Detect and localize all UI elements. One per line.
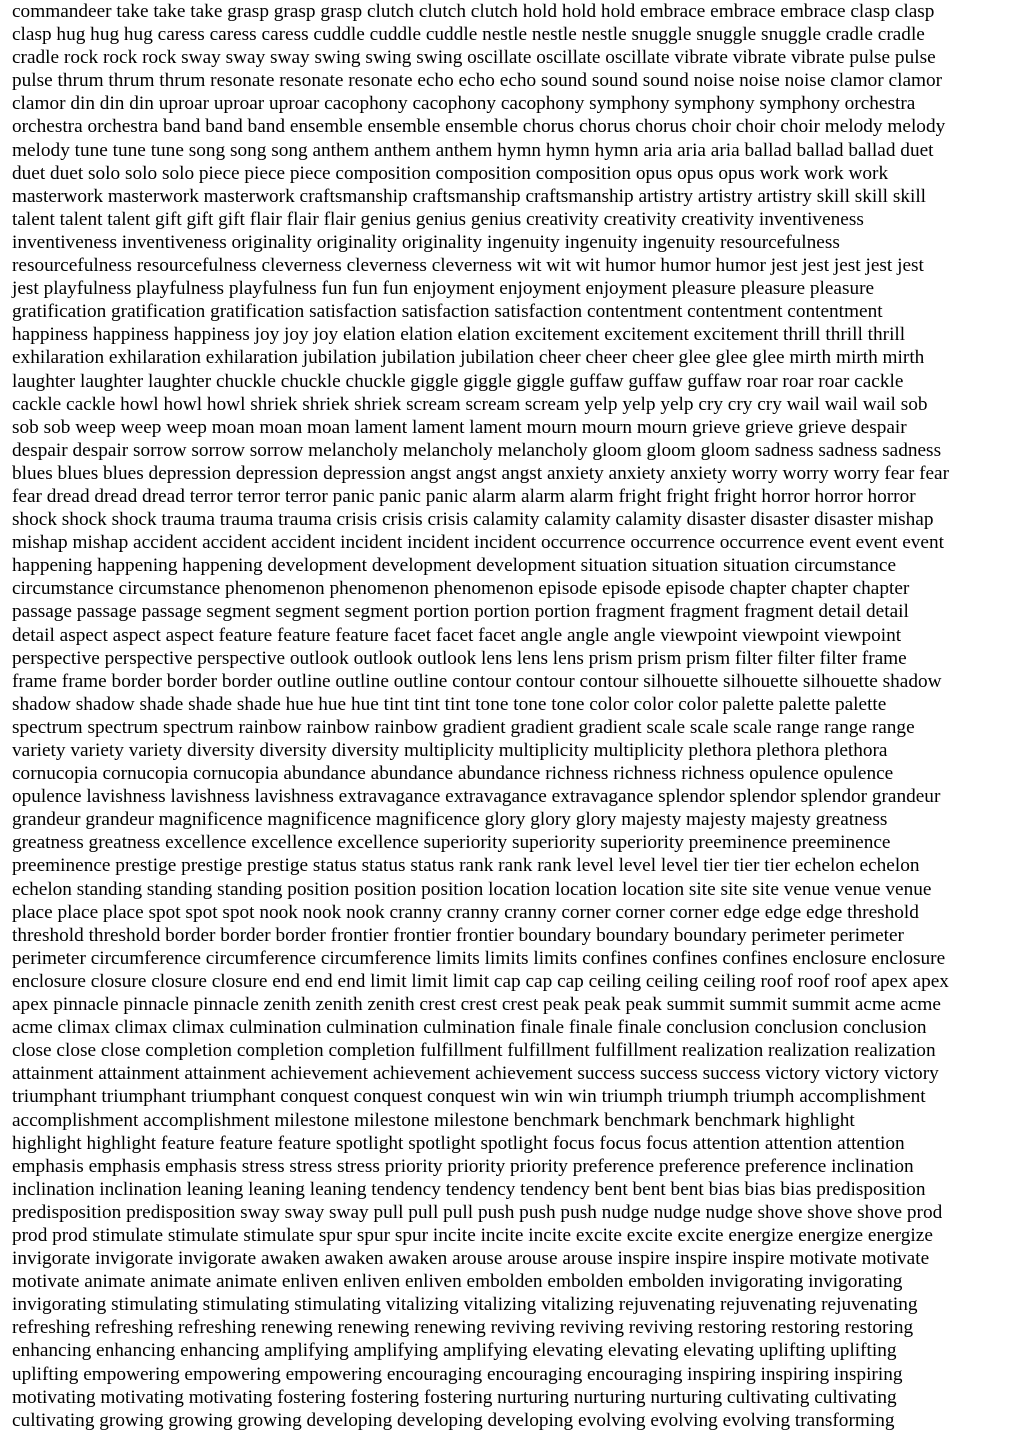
text-line: perimeter circumference circumference circumference limits limits limits confines confines confines enclosure enclosure	[12, 947, 946, 969]
text-line: frame frame border border border outline outline outline contour contour contour silhouette silhouette silhouette shadow	[12, 670, 942, 692]
text-line: cackle cackle howl howl howl shriek shriek shriek scream scream scream yelp yelp yelp cry cry cry wail wail wail sob	[12, 393, 928, 415]
text-line: gratification gratification gratification satisfaction satisfaction satisfaction contentment contentment contentment	[12, 301, 883, 323]
document-text	[12, 0, 1022, 1432]
text-line: inclination inclination leaning leaning leaning tendency tendency tendency bent bent bent bias bias bias predisposition	[12, 1178, 926, 1200]
text-line: enhancing enhancing enhancing amplifying amplifying amplifying elevating elevating elevating uplifting uplifting	[12, 1340, 897, 1362]
text-line: happening happening happening development development development situation situation situation circumstance	[12, 555, 897, 577]
text-line: cultivating growing growing growing developing developing developing evolving evolving evolving transforming	[12, 1409, 895, 1431]
text-line: spectrum spectrum spectrum rainbow rainbow rainbow gradient gradient gradient scale scale scale range range range	[12, 716, 915, 738]
text-line: motivate animate animate animate enliven enliven enliven embolden embolden embolden invigorating invigorating	[12, 1271, 903, 1293]
text-line: detail aspect aspect aspect feature feature feature facet facet facet angle angle angle viewpoint viewpoint viewpoint	[12, 624, 902, 646]
text-line: attainment attainment attainment achievement achievement achievement success success success victory victory victory	[12, 1063, 939, 1085]
text-line: invigorate invigorate invigorate awaken awaken awaken arouse arouse arouse inspire inspire inspire motivate motivate	[12, 1248, 930, 1270]
text-line: predisposition predisposition sway sway sway pull pull pull push push push nudge nudge nudge shove shove shove prod	[12, 1201, 943, 1223]
text-line: grandeur grandeur magnificence magnificence magnificence glory glory glory majesty majesty majesty greatness	[12, 809, 888, 831]
text-line: orchestra orchestra band band band ensemble ensemble ensemble chorus chorus chorus choir choir choir melody melody	[12, 116, 946, 138]
text-line: highlight highlight feature feature feature spotlight spotlight spotlight focus focus focus attention attention attention	[12, 1132, 905, 1154]
text-line: shock shock shock trauma trauma trauma crisis crisis crisis calamity calamity calamity disaster disaster disaster mishap	[12, 509, 934, 531]
text-line: place place place spot spot spot nook nook nook cranny cranny cranny corner corner corner edge edge edge threshold	[12, 901, 919, 923]
text-line: circumstance circumstance phenomenon phenomenon phenomenon episode episode episode chapter chapter chapter	[12, 578, 910, 600]
text-line: fear dread dread dread terror terror terror panic panic panic alarm alarm alarm fright fright fright horror horror horror	[12, 485, 916, 507]
text-line: threshold threshold border border border frontier frontier frontier boundary boundary boundary perimeter perimeter	[12, 924, 904, 946]
text-line: exhilaration exhilaration exhilaration jubilation jubilation jubilation cheer cheer cheer glee glee glee mirth mirth mirth	[12, 347, 925, 369]
text-line: talent talent talent gift gift gift flair flair flair genius genius genius creativity creativity creativity inventiveness	[12, 208, 864, 230]
text-line: preeminence prestige prestige prestige status status status rank rank rank level level level tier tier tier echelon echelon	[12, 855, 920, 877]
text-line: uplifting empowering empowering empowering encouraging encouraging encouraging inspiring inspiring inspiring	[12, 1363, 903, 1385]
text-line: accomplishment accomplishment milestone milestone milestone benchmark benchmark benchmark highlight	[12, 1109, 855, 1131]
text-line: close close close completion completion completion fulfillment fulfillment fulfillment realization realization realization	[12, 1040, 936, 1062]
text-line: pulse thrum thrum thrum resonate resonate resonate echo echo echo sound sound sound noise noise noise clamor clamor	[12, 70, 943, 92]
text-line: opulence lavishness lavishness lavishness extravagance extravagance extravagance splendor splendor splendor grandeur	[12, 786, 941, 808]
text-line: prod prod stimulate stimulate stimulate spur spur spur incite incite incite excite excite excite energize energize energize	[12, 1224, 933, 1246]
text-line: cradle rock rock rock sway sway sway swing swing swing oscillate oscillate oscillate vibrate vibrate vibrate pulse pulse	[12, 47, 936, 69]
text-line: duet duet solo solo solo piece piece piece composition composition composition opus opus opus work work work	[12, 162, 889, 184]
text-line: triumphant triumphant triumphant conquest conquest conquest win win win triumph triumph triumph accomplishment	[12, 1086, 926, 1108]
text-line: clasp hug hug hug caress caress caress cuddle cuddle cuddle nestle nestle nestle snuggle snuggle snuggle cradle cradle	[12, 24, 925, 46]
text-line: jest playfulness playfulness playfulness fun fun fun enjoyment enjoyment enjoyment pleasure pleasure pleasure	[12, 278, 875, 300]
text-line: masterwork masterwork masterwork craftsmanship craftsmanship craftsmanship artistry artistry artistry skill skill skill	[12, 185, 927, 207]
text-line: commandeer take take take grasp grasp grasp clutch clutch clutch hold hold hold embrace embrace embrace clasp clasp	[12, 1, 935, 22]
text-line: perspective perspective perspective outlook outlook outlook lens lens lens prism prism prism filter filter filter frame	[12, 647, 907, 669]
text-line: happiness happiness happiness joy joy joy elation elation elation excitement excitement excitement thrill thrill thrill	[12, 324, 906, 346]
text-line: melody tune tune tune song song song anthem anthem anthem hymn hymn hymn aria aria aria ballad ballad ballad duet	[12, 139, 934, 161]
text-line: passage passage passage segment segment segment portion portion portion fragment fragment fragment detail detail	[12, 601, 909, 623]
text-line: despair despair sorrow sorrow sorrow melancholy melancholy melancholy gloom gloom gloom sadness sadness sadness	[12, 439, 942, 461]
text-line: apex pinnacle pinnacle pinnacle zenith zenith zenith crest crest crest peak peak peak summit summit summit acme acme	[12, 994, 941, 1016]
text-line: sob sob weep weep weep moan moan moan lament lament lament mourn mourn mourn grieve grieve grieve despair	[12, 416, 907, 438]
text-line: shadow shadow shade shade shade hue hue hue tint tint tint tone tone tone color color color palette palette palette	[12, 693, 887, 715]
text-line: laughter laughter laughter chuckle chuckle chuckle giggle giggle giggle guffaw guffaw guffaw roar roar roar cackle	[12, 370, 904, 392]
text-line: motivating motivating motivating fostering fostering fostering nurturing nurturing nurturing cultivating cultivating	[12, 1386, 897, 1408]
text-line: invigorating stimulating stimulating stimulating vitalizing vitalizing vitalizing rejuvenating rejuvenating rejuvenating	[12, 1294, 918, 1316]
text-line: echelon standing standing standing position position position location location location site site site venue venue venue	[12, 878, 932, 900]
text-line: cornucopia cornucopia cornucopia abundance abundance abundance richness richness richness opulence opulence	[12, 763, 894, 785]
text-line: variety variety variety diversity diversity diversity multiplicity multiplicity multiplicity plethora plethora plethora	[12, 740, 888, 761]
text-line: greatness greatness excellence excellence excellence superiority superiority superiority preeminence preeminence	[12, 832, 891, 854]
text-line: blues blues blues depression depression depression angst angst angst anxiety anxiety anxiety worry worry worry fear fear	[12, 462, 950, 484]
text-line: inventiveness inventiveness originality originality originality ingenuity ingenuity ingenuity resourcefulness	[12, 231, 840, 253]
text-line: enclosure closure closure closure end end end limit limit limit cap cap cap ceiling ceiling ceiling roof roof roof apex apex	[12, 970, 949, 992]
text-line: clamor din din din uproar uproar uproar cacophony cacophony cacophony symphony symphony symphony orchestra	[12, 93, 916, 115]
text-line: resourcefulness resourcefulness cleverness cleverness cleverness wit wit wit humor humor humor jest jest jest jest jest	[12, 255, 924, 277]
text-line: emphasis emphasis emphasis stress stress stress priority priority priority preference preference preference inclination	[12, 1155, 914, 1177]
text-line: acme climax climax climax culmination culmination culmination finale finale finale conclusion conclusion conclusion	[12, 1017, 927, 1039]
text-line: refreshing refreshing refreshing renewing renewing renewing reviving reviving reviving restoring restoring restoring	[12, 1317, 914, 1339]
text-line: mishap mishap accident accident accident incident incident incident occurrence occurrence occurrence event event event	[12, 532, 944, 554]
